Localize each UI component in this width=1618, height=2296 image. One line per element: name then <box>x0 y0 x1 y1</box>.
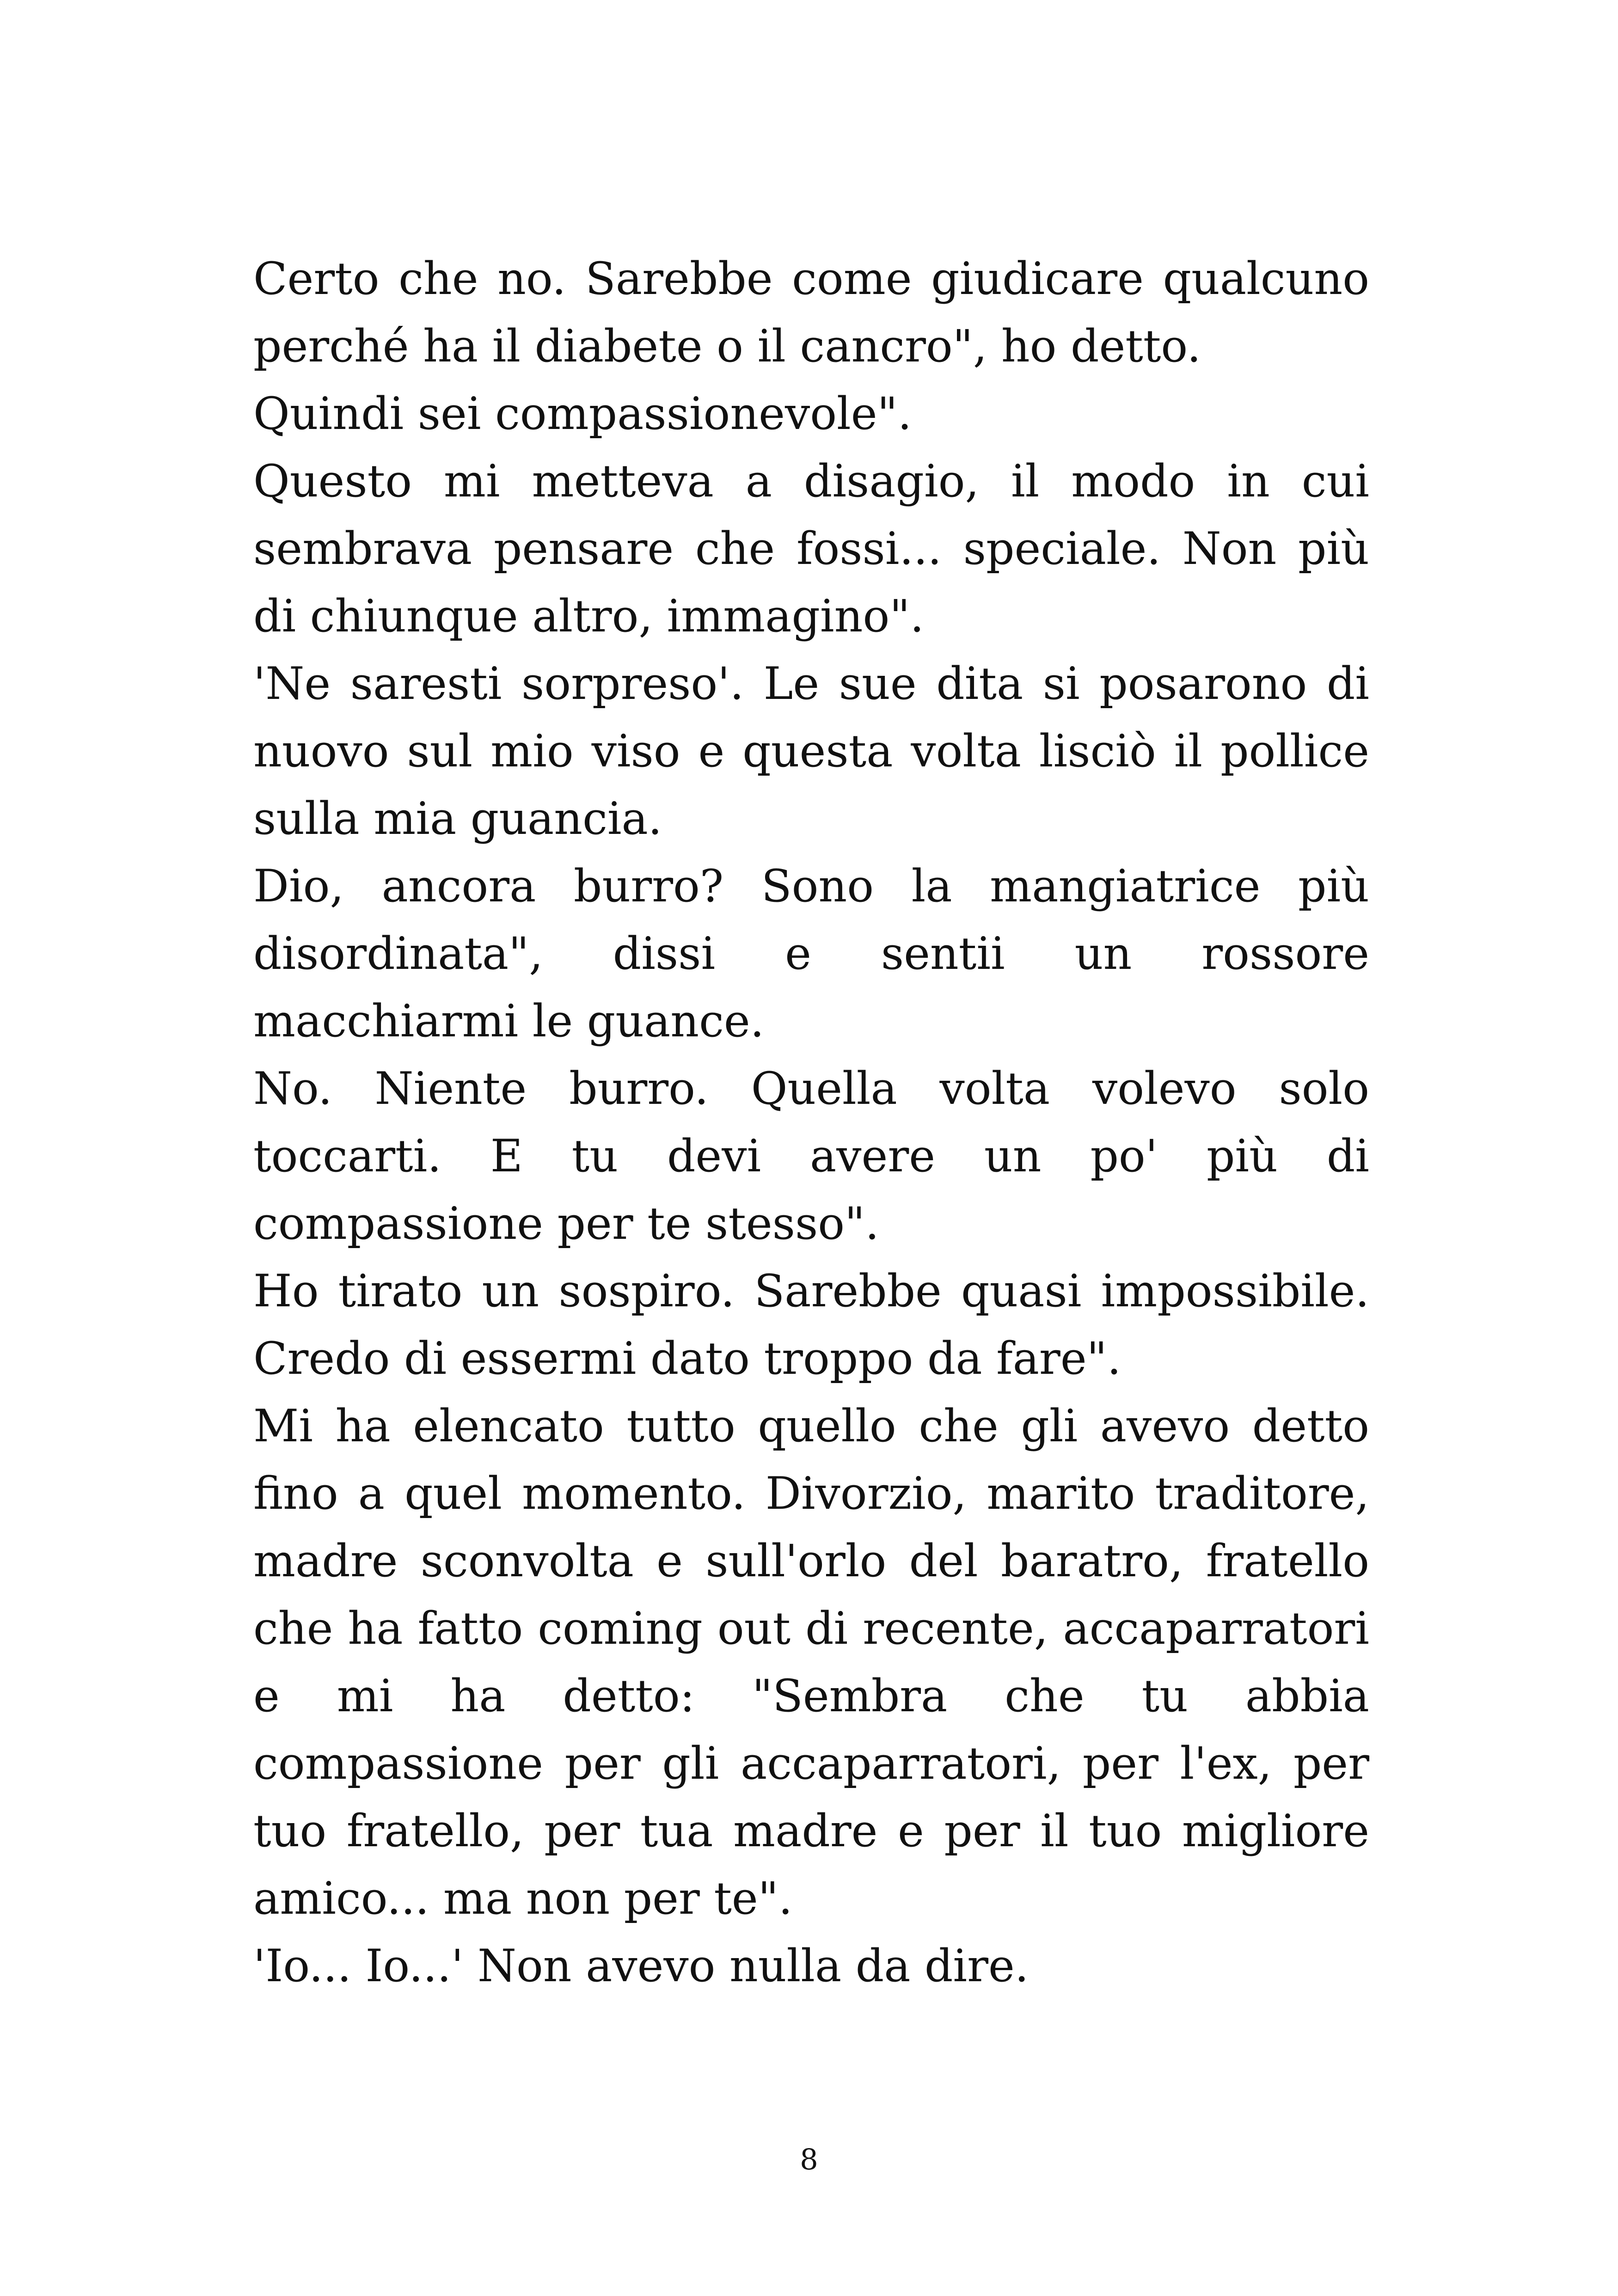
paragraph: Certo che no. Sarebbe come giudicare qualcuno perché ha il diabete o il cancro", ho detto. <box>253 253 1369 372</box>
paragraph: Mi ha elencato tutto quello che gli avevo detto fino a quel momento. Divorzio, marito traditore, madre sconvolta e sull'orlo del baratro, fratello che ha fatto coming out di recente, accaparratori e mi ha detto: "Sembra che tu abbia compassione per gli accaparratori, per l'ex, per tuo fratello, per tua madre e per il tuo migliore amico... ma non per te". <box>253 1400 1369 1924</box>
paragraph: No. Niente burro. Quella volta volevo solo toccarti. E tu devi avere un po' più di compassione per te stesso". <box>253 1063 1369 1249</box>
paragraph: 'Ne saresti sorpreso'. Le sue dita si posarono di nuovo sul mio viso e questa volta lisciò il pollice sulla mia guancia. <box>253 658 1369 845</box>
paragraph: Questo mi metteva a disagio, il modo in cui sembrava pensare che fossi... speciale. Non più di chiunque altro, immagino". <box>253 455 1369 642</box>
paragraph: Dio, ancora burro? Sono la mangiatrice più disordinata", dissi e sentii un rossore macchiarmi le guance. <box>253 860 1369 1047</box>
body-text <box>253 245 1369 2000</box>
paragraph: 'Io... Io...' Non avevo nulla da dire. <box>253 1940 1029 1992</box>
paragraph: Quindi sei compassionevole". <box>253 388 912 440</box>
page-number: 8 <box>800 2143 818 2176</box>
paragraph: Ho tirato un sospiro. Sarebbe quasi impossibile. Credo di essermi dato troppo da fare". <box>253 1265 1369 1384</box>
